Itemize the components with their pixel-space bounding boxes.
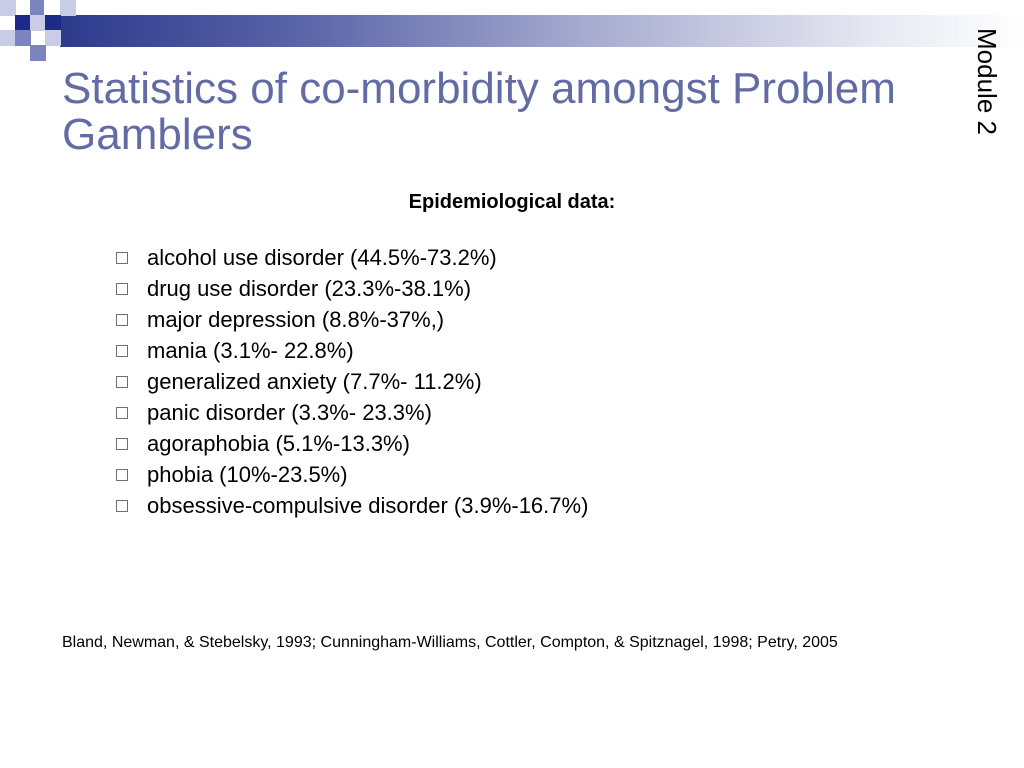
list-item: [114, 242, 588, 273]
square-bullet-icon: [116, 345, 128, 357]
section-subheading: Epidemiological data:: [408, 191, 616, 213]
list-item-text: generalized anxiety (7.7%- 11.2%): [147, 368, 482, 394]
list-item-text: drug use disorder (23.3%-38.1%): [147, 275, 472, 301]
square-bullet-icon: [116, 438, 128, 450]
square-bullet-icon: [116, 314, 128, 326]
list-item-text: obsessive-compulsive disorder (3.9%-16.7%): [147, 492, 589, 518]
module-label: Module 2: [972, 28, 1002, 135]
list-item: [114, 335, 588, 366]
square-bullet-icon: [116, 500, 128, 512]
header-gradient-bar: [60, 15, 1024, 47]
square-bullet-icon: [116, 252, 128, 264]
citation: Bland, Newman, & Stebelsky, 1993; Cunningham-Williams, Cottler, Compton, & Spitznagel, 1998; Petry, 2005: [62, 634, 838, 651]
list-item-text: major depression (8.8%-37%,): [147, 306, 445, 332]
list-item-text: phobia (10%-23.5%): [147, 461, 348, 487]
list-item: [114, 490, 588, 521]
list-item-text: agoraphobia (5.1%-13.3%): [147, 430, 410, 456]
square-bullet-icon: [116, 283, 128, 295]
list-item-text: panic disorder (3.3%- 23.3%): [147, 399, 432, 425]
square-bullet-icon: [116, 407, 128, 419]
list-item-text: mania (3.1%- 22.8%): [147, 337, 354, 363]
list-item: [114, 428, 588, 459]
list-item: [114, 304, 588, 335]
list-item: [114, 273, 588, 304]
slide-title: Statistics of co-morbidity amongst Problem Gamblers: [62, 64, 896, 159]
list-item-text: alcohol use disorder (44.5%-73.2%): [147, 244, 497, 270]
square-bullet-icon: [116, 469, 128, 481]
square-bullet-icon: [116, 376, 128, 388]
list-item: [114, 397, 588, 428]
list-item: [114, 366, 588, 397]
comorbidity-list: [114, 242, 588, 521]
list-item: [114, 459, 588, 490]
